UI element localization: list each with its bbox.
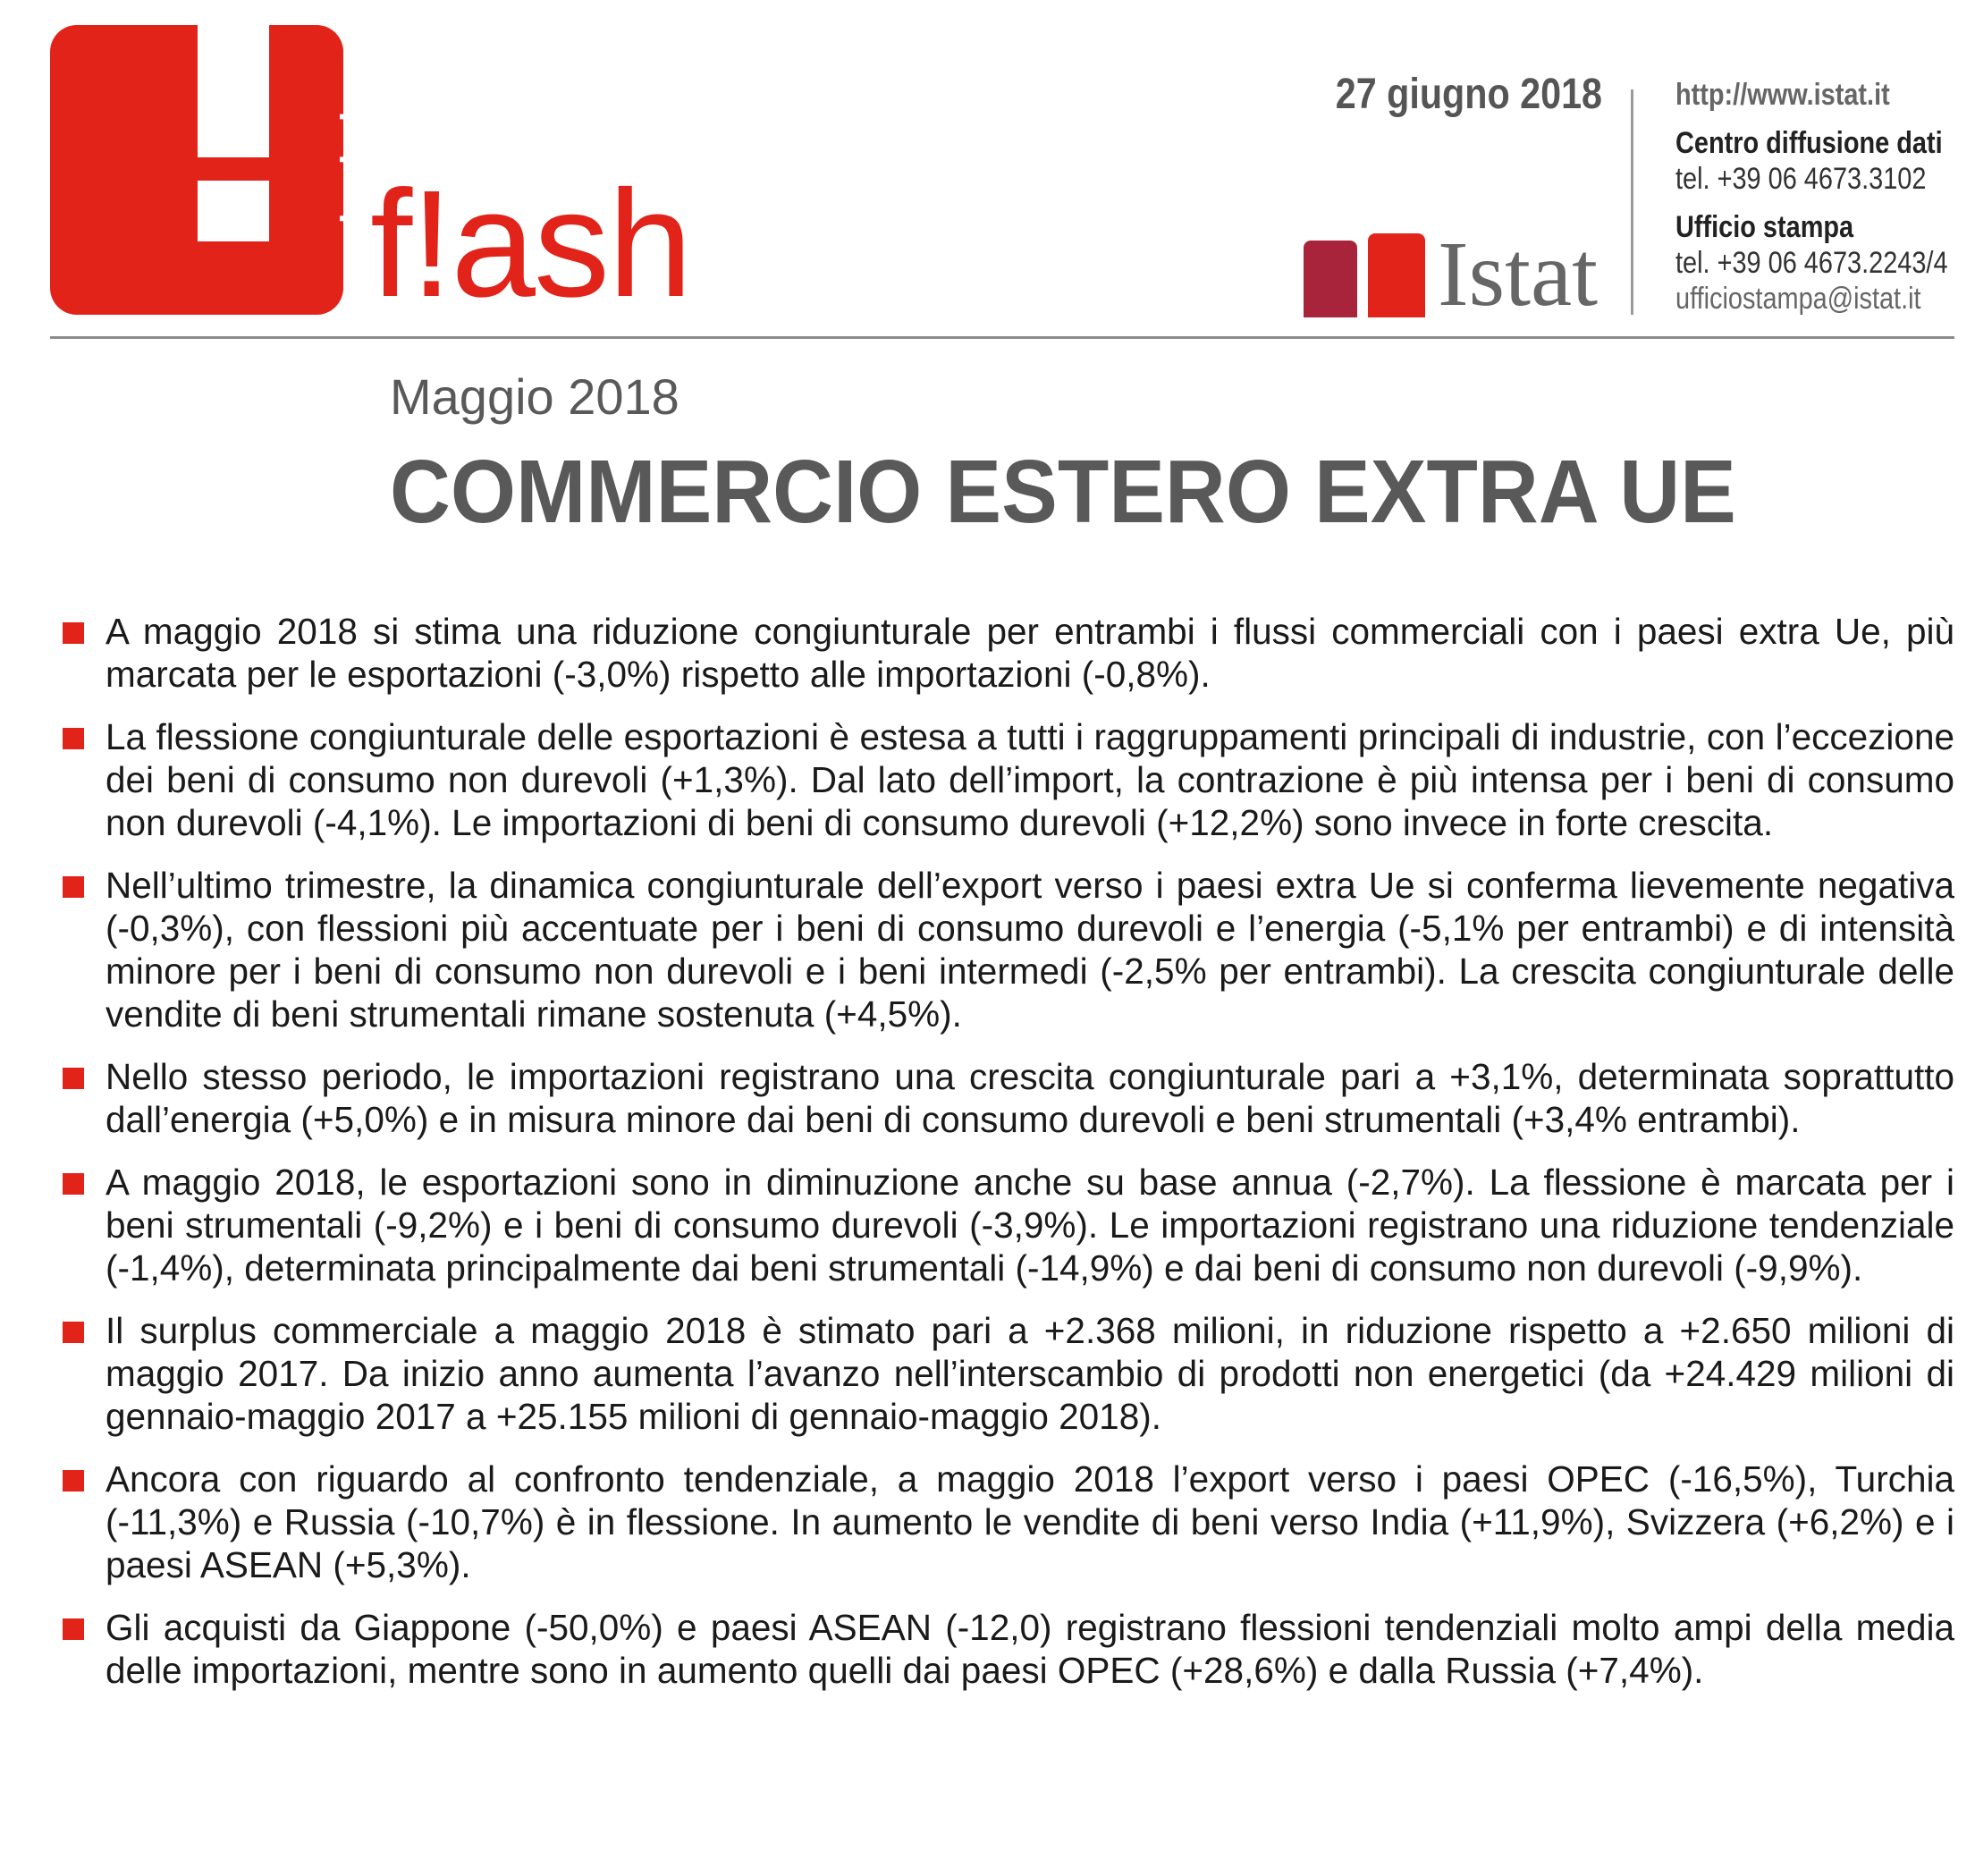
list-item — [63, 610, 1954, 696]
highlights-list — [63, 610, 1954, 1711]
list-item-text: A maggio 2018, le esportazioni sono in diminuzione anche su base annua (-2,7%). La flessione è marcata per i beni strumentali (-9,2%) e i beni di consumo durevoli (-3,9%). Le importazioni registrano una riduzione tendenziale (-1,4%), determinata principalmente dai beni strumentali (-14,9%) e dai beni di consumo non durevoli (-9,9%). — [106, 1162, 1954, 1289]
red-square-bullet-icon — [63, 876, 84, 898]
list-item-text: Ancora con riguardo al confronto tendenziale, a maggio 2018 l’export verso i paesi OPEC (-16,5%), Turchia (-11,3%) e Russia (-10,7%) è in flessione. In aumento le vendite di beni verso India (+11,9%), Svizzera (+6,2%) e i paesi ASEAN (+5,3%). — [106, 1458, 1954, 1585]
red-square-bullet-icon — [63, 1068, 84, 1089]
contact-title: Centro diffusione dati — [1675, 126, 1943, 160]
red-square-bullet-icon — [63, 622, 84, 644]
logo-vertical-text: statistiche — [329, 57, 395, 320]
header-divider — [1631, 89, 1633, 315]
report-period: Maggio 2018 — [390, 368, 679, 425]
list-item — [63, 864, 1954, 1035]
list-item-text: Nell’ultimo trimestre, la dinamica congiunturale dell’export verso i paesi extra Ue si conferma lievemente negativa (-0,3%), con flessioni più accentuate per i beni di consumo durevoli e l’energia (-5,1% per entrambi) e di intensità minore per i beni di consumo non durevoli e i beni intermedi (-2,5% per entrambi). La crescita congiunturale delle vendite di beni strumentali rimane sostenuta (+4,5%). — [106, 865, 1954, 1035]
list-item — [63, 1055, 1954, 1141]
page-title: COMMERCIO ESTERO EXTRA UE — [390, 442, 1736, 542]
list-item — [63, 1309, 1954, 1438]
publication-date: 27 giugno 2018 — [1335, 71, 1602, 118]
statistiche-logo — [50, 25, 395, 320]
contact-block — [1675, 77, 1948, 317]
istat-red-block-icon — [1368, 233, 1425, 317]
list-item — [63, 1161, 1954, 1289]
header-rule — [50, 336, 1954, 339]
red-square-bullet-icon — [63, 1618, 84, 1640]
contact-phone: tel. +39 06 4673.3102 — [1675, 162, 1927, 196]
list-item — [63, 1606, 1954, 1692]
list-item-text: Gli acquisti da Giappone (-50,0%) e paesi ASEAN (-12,0) registrano flessioni tendenziali molto ampi della media delle importazioni, mentre sono in aumento quelli dai paesi OPEC (+28,6%) e dalla Russia (+7,4%). — [106, 1607, 1954, 1691]
list-item-text: Nello stesso periodo, le importazioni registrano una crescita congiunturale pari a +3,1%, determinata soprattutto dall’energia (+5,0%) e in misura minore dai beni di consumo durevoli e beni strumentali (+3,4% entrambi). — [106, 1056, 1954, 1140]
istat-url-link[interactable]: http://www.istat.it — [1675, 78, 1890, 112]
list-item-text: Il surplus commerciale a maggio 2018 è stimato pari a +2.368 milioni, in riduzione rispetto a +2.650 milioni di maggio 2017. Da inizio anno aumenta l’avanzo nell’interscambio di prodotti non energetici (da +24.429 milioni di gennaio-maggio 2017 a +25.155 milioni di gennaio-maggio 2018). — [106, 1310, 1954, 1437]
list-item-text: A maggio 2018 si stima una riduzione congiunturale per entrambi i flussi commerciali con i paesi extra Ue, più marcata per le esportazioni (-3,0%) rispetto alle importazioni (-0,8%). — [106, 611, 1954, 695]
istat-logo — [1304, 223, 1599, 325]
contact-phone: tel. +39 06 4673.2243/4 — [1675, 246, 1948, 280]
exclamation-dot-icon — [198, 181, 269, 241]
flash-wordmark: f!ash — [370, 159, 691, 329]
list-item — [63, 1458, 1954, 1586]
list-item — [63, 715, 1954, 844]
red-square-bullet-icon — [63, 1173, 84, 1195]
red-square-bullet-icon — [63, 728, 84, 749]
red-square-bullet-icon — [63, 1470, 84, 1492]
istat-dark-block-icon — [1304, 241, 1357, 317]
press-email-link[interactable]: ufficiostampa@istat.it — [1675, 282, 1921, 316]
exclamation-bar-icon — [198, 25, 269, 157]
red-square-bullet-icon — [63, 1322, 84, 1343]
contact-title: Ufficio stampa — [1675, 210, 1854, 244]
istat-wordmark: Istat — [1438, 223, 1599, 325]
list-item-text: La flessione congiunturale delle esportazioni è estesa a tutti i raggruppamenti principali di industrie, con l’eccezione dei beni di consumo non durevoli (+1,3%). Dal lato dell’import, la contrazione è più intensa per i beni di consumo non durevoli (-4,1%). Le importazioni di beni di consumo durevoli (+12,2%) sono invece in forte crescita. — [106, 716, 1954, 843]
